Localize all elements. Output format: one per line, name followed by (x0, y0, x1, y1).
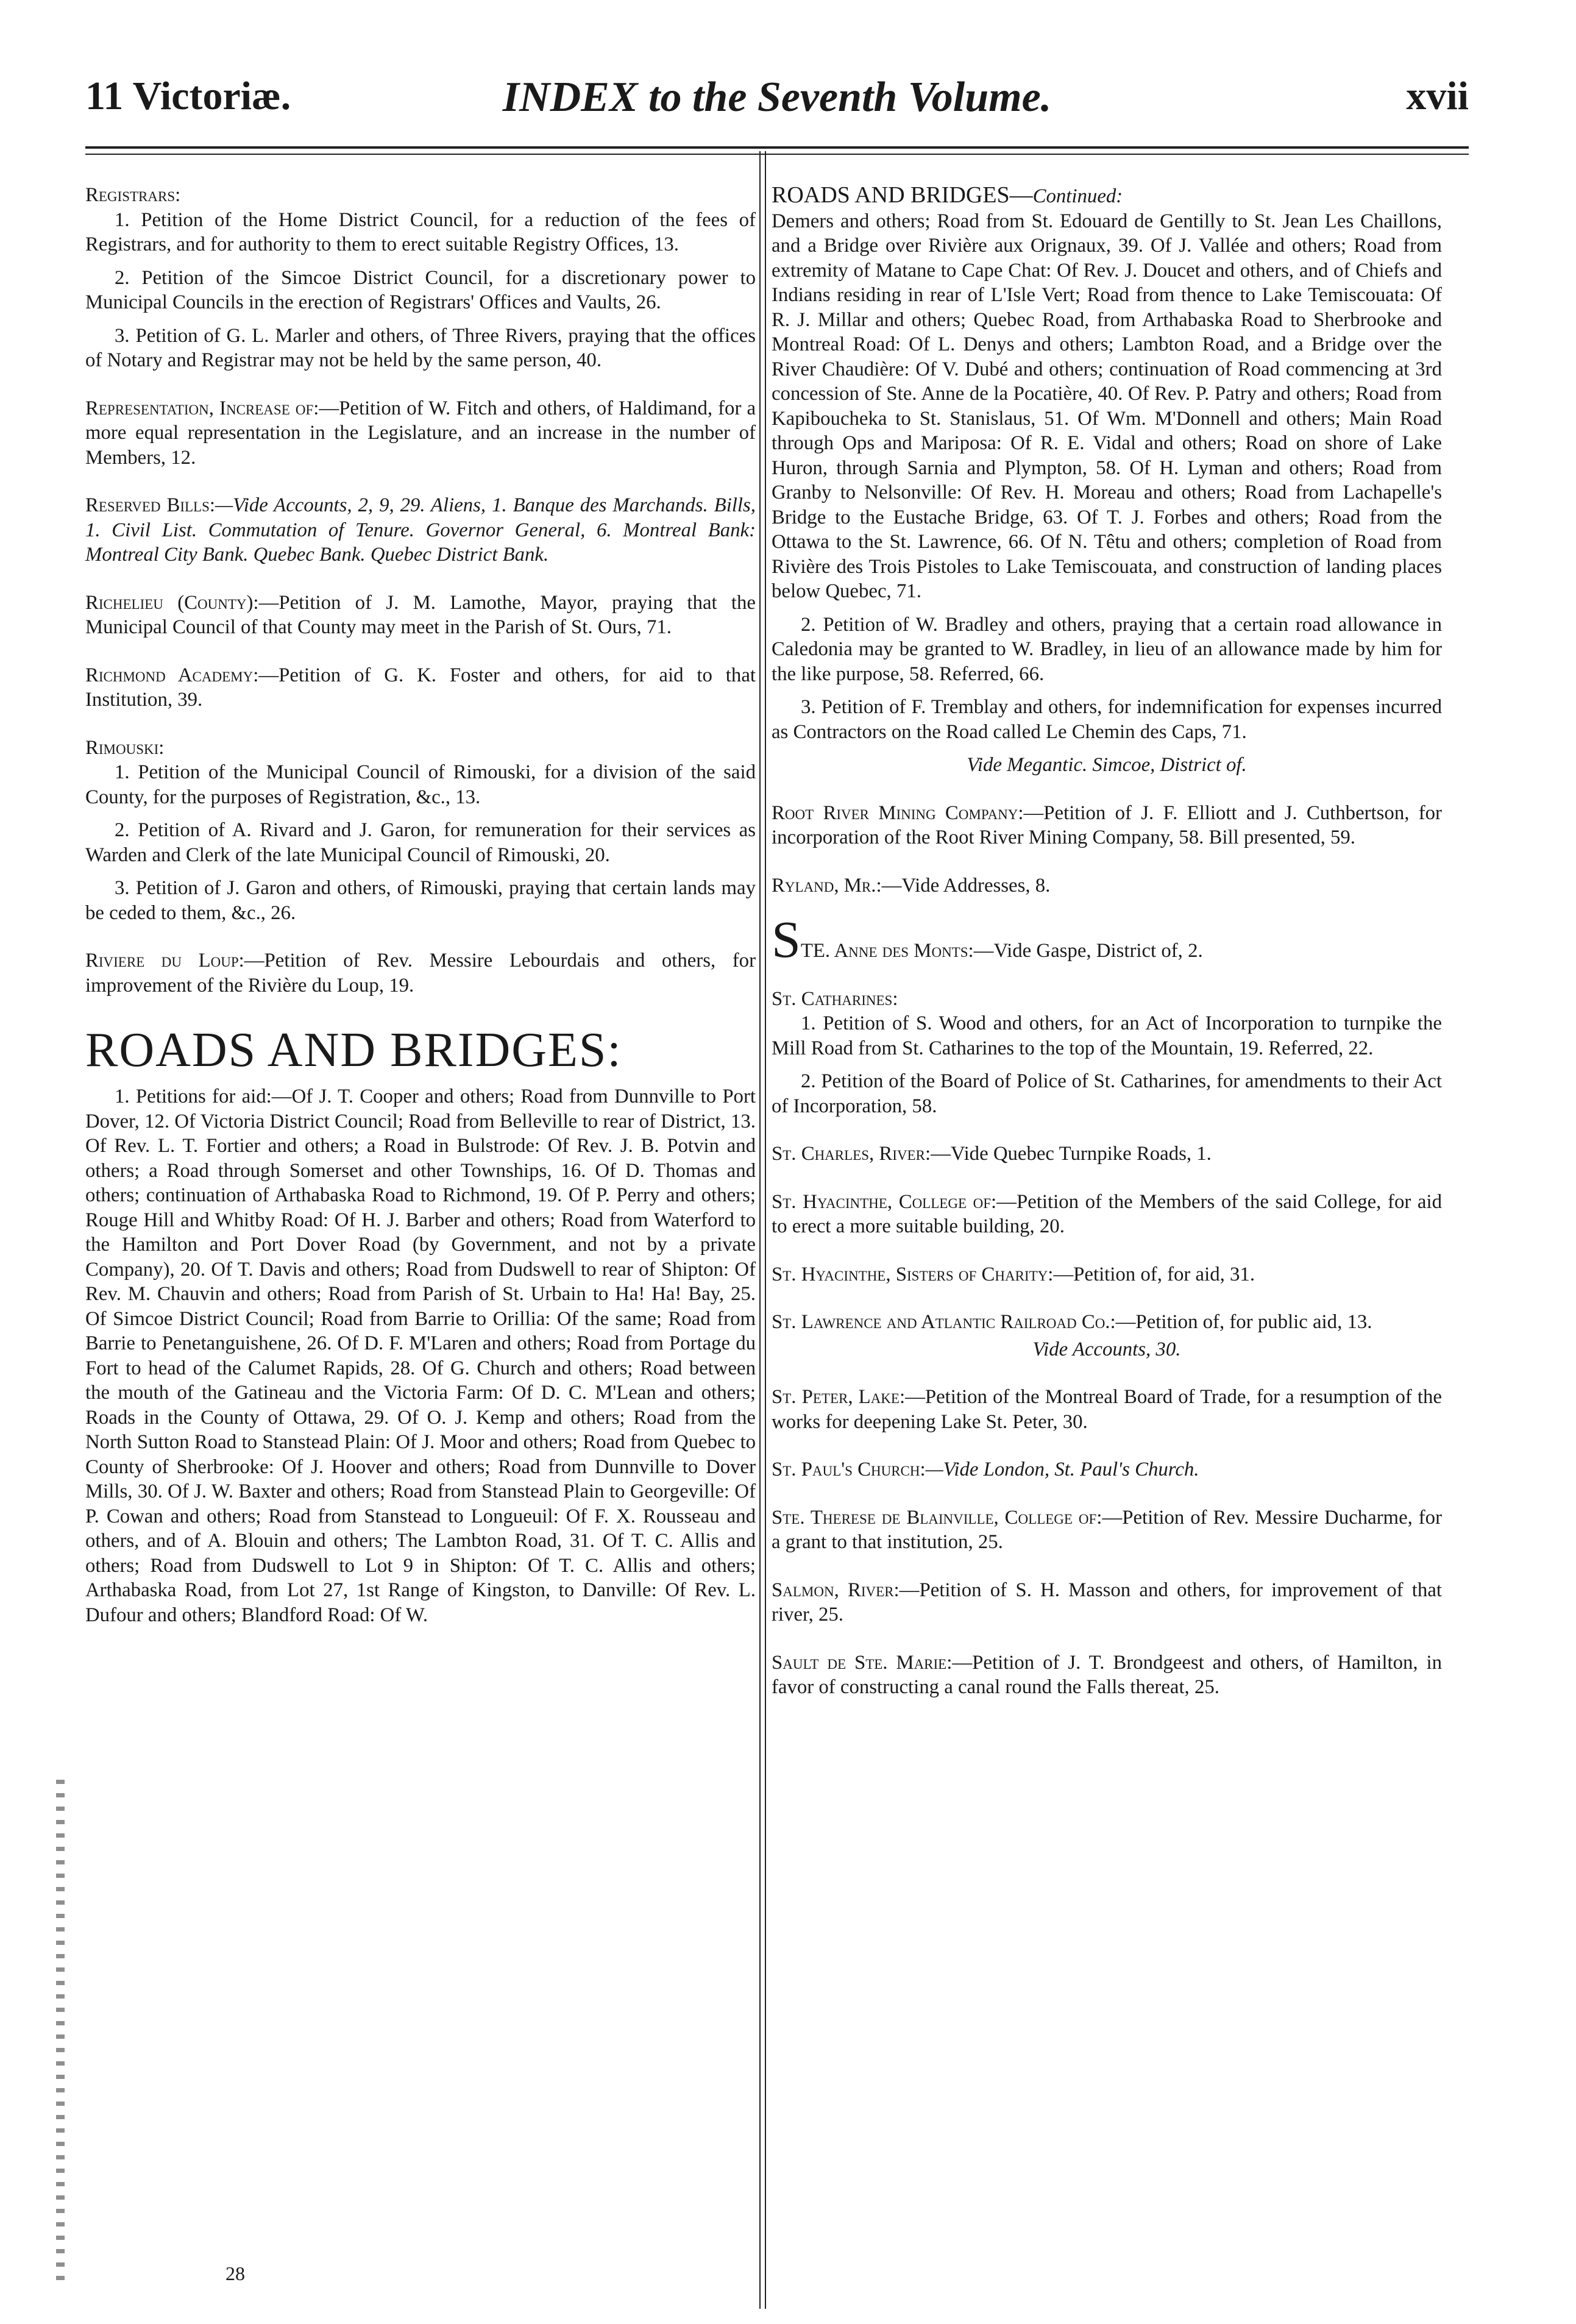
entry-text (772, 1142, 1442, 1167)
entry-heading: Registrars: (85, 184, 181, 206)
column-divider (759, 151, 766, 2309)
entry-body: Demers and others; Road from St. Edouard de Gentilly to St. Jean Les Chaillons, and a Bridge over Rivière aux Orignaux, 39. Of J. Vallée and others; Road from extremity of Matane to Cape Chat: Of Rev. J. Doucet and others, and of Chiefs and Indians residing in rear of L'Isle Vert; Road from thence to Lake Temiscouata: Of R. J. Millar and others; Quebec Road, from Arthabaska Road to Sherbrooke and Montreal Road: Of L. Denys and others; Lambton Road, and a Bridge over the River Chaudière: Of V. Dubé and others; continuation of Road commencing at 3rd concession of Ste. Anne de la Pocatière, 40. Of Rev. P. Patry and others; Road from Kapiboucheka to St. Stanislaus, 51. Of Wm. M'Donnell and others; Main Road through Ops and Mariposa: Of R. E. Vidal and others; Road on shore of Lake Huron, through Sarnia and Plympton, 58. Of H. Lyman and others; Road from Granby to Nelsonville: Of Rev. H. Moreau and others; Road from Lachapelle's Bridge to the Eustache Bridge, 63. Of T. J. Forbes and others; Road from the Ottawa to the St. Lawrence, 66. Of N. Têtu and others; completion of Road from Rivière des Trois Pistoles to Lake Temiscouata, and construction of landing places below Quebec, 71. (772, 210, 1442, 602)
entry-body: —Petition of the Montreal Board of Trade, for a resumption of the works for deepening Lake St. Peter, 30. (772, 1386, 1442, 1433)
entry-text (772, 183, 1442, 209)
entry-st-hyacinthe-sisters (772, 1262, 1442, 1287)
entry-item: 3. Petition of G. L. Marler and others, of Three Rivers, praying that the offices of Notary and Registrar may not be held by the same person, 40. (85, 324, 756, 371)
header-regnal-year: 11 Victoriæ. (85, 74, 291, 118)
header-rule-thin (85, 154, 1469, 155)
entry-st-peter-lake (772, 1385, 1442, 1434)
entry-body: —Petition of, for public aid, 13. (1115, 1311, 1372, 1333)
entry-heading: ROADS AND BRIDGES— (772, 182, 1033, 208)
entry-text (85, 493, 756, 567)
entry-body: —Vide Addresses, 8. (881, 874, 1051, 897)
page-header (85, 73, 1469, 134)
entry-heading: Root River Mining Company: (772, 801, 1024, 824)
entry-st-charles (772, 1142, 1442, 1167)
entry-item: 2. Petition of the Board of Police of St. Catharines, for amendments to their Act of Incorporation, 58. (772, 1070, 1442, 1117)
entry-item: 3. Petition of F. Tremblay and others, for indemnification for expenses incurred as Contractors on the Road called Le Chemin des Caps, 71. (772, 696, 1442, 743)
entry-representation (85, 396, 756, 471)
entry-ste-therese (772, 1505, 1442, 1555)
left-column (85, 183, 756, 1636)
entry-heading: Richmond Academy: (85, 664, 259, 686)
entry-heading: Ste. Therese de Blainville, College of: (772, 1506, 1102, 1529)
entry-body: —Vide London, St. Paul's Church. (925, 1459, 1199, 1480)
entry-item: 3. Petition of J. Garon and others, of Rimouski, praying that certain lands may be ceded to them, &c., 26. (85, 877, 756, 924)
entry-heading-suffix: Continued: (1032, 185, 1123, 207)
entry-st-catharines (772, 987, 1442, 1119)
entry-heading: St. Lawrence and Atlantic Railroad Co.: (772, 1311, 1116, 1333)
entry-text (772, 1385, 1442, 1434)
entry-text (85, 396, 756, 471)
entry-body: —Vide Accounts, 2, 9, 29. Aliens, 1. Banque des Marchands. Bills, 1. Civil List. Commutation of Tenure. Governor General, 6. Montreal Bank: Montreal City Bank. Quebec Bank. Quebec District Bank. (85, 494, 756, 566)
entry-vide: Vide Megantic. Simcoe, District of. (967, 754, 1247, 776)
entry-text (85, 591, 756, 640)
margin-scan-marks (56, 1780, 65, 2286)
entry-heading: Representation, Increase of: (85, 397, 319, 419)
entry-item: 2. Petition of A. Rivard and J. Garon, for remuneration for their services as Warden and Clerk of the late Municipal Council of Rimouski, 20. (85, 819, 756, 866)
entry-heading: St. Charles, River: (772, 1143, 931, 1165)
entry-heading: St. Hyacinthe, Sisters of Charity: (772, 1263, 1054, 1285)
entry-item: 1. Petition of the Home District Council, for a reduction of the fees of Registrars, and for authority to them to erect suitable Registry Offices, 13. (85, 208, 756, 255)
entry-text (85, 948, 756, 998)
entry-st-lawrence-railroad (772, 1310, 1442, 1362)
entry-text (772, 1457, 1442, 1482)
entry-heading: Sault de Ste. Marie: (772, 1651, 953, 1674)
entry-reserved-bills (85, 493, 756, 567)
entry-item: 2. Petition of W. Bradley and others, praying that a certain road allowance in Caledonia may be granted to W. Bradley, in lieu of an allowance made by him for the like purpose, 58. Referred, 66. (772, 613, 1442, 685)
right-column (772, 183, 1442, 1723)
entry-text (772, 801, 1442, 850)
entry-body: —Petition of G. K. Foster and others, for aid to that Institution, 39. (85, 664, 756, 711)
entry-st-hyacinthe-college (772, 1190, 1442, 1239)
header-rule-thick (85, 146, 1469, 149)
entry-rimouski (85, 736, 756, 926)
header-page-roman: xvii (1406, 74, 1469, 118)
entry-body: —Petition of S. H. Masson and others, for improvement of that river, 25. (772, 1579, 1442, 1626)
entry-body: —Petition of J. F. Elliott and J. Cuthbertson, for incorporation of the Root River Mining Company, 58. Bill presented, 59. (772, 801, 1442, 848)
entry-item: 2. Petition of the Simcoe District Council, for a discretionary power to Municipal Councils in the erection of Registrars' Offices and Vaults, 26. (85, 266, 756, 313)
entry-item: 1. Petition of S. Wood and others, for an Act of Incorporation to turnpike the Mill Road from St. Catharines to the top of the Mountain, 19. Referred, 22. (772, 1012, 1442, 1059)
entry-ste-anne (772, 910, 1442, 968)
entry-text (85, 663, 756, 712)
entry-body: —Vide Quebec Turnpike Roads, 1. (931, 1143, 1212, 1165)
entry-heading: St. Hyacinthe, College of: (772, 1190, 997, 1213)
entry-text (772, 1310, 1442, 1335)
entry-heading: St. Peter, Lake: (772, 1386, 906, 1408)
entry-text (772, 1651, 1442, 1700)
roads-and-bridges-heading: ROADS AND BRIDGES: (85, 1023, 622, 1077)
entry-richelieu (85, 591, 756, 640)
entry-heading: Richelieu (County): (85, 591, 259, 614)
entry-text (772, 1190, 1442, 1239)
entry-registrars (85, 183, 756, 373)
entry-heading: TE. Anne des Monts: (800, 940, 974, 962)
entry-text (772, 1578, 1442, 1627)
entry-ryland (772, 873, 1442, 898)
entry-body: —Petition of, for aid, 31. (1053, 1263, 1255, 1285)
entry-item: 1. Petition of the Municipal Council of Rimouski, for a division of the said County, for the purposes of Registration, &c., 13. (85, 761, 756, 808)
entry-heading: Riviere du Loup: (85, 950, 244, 972)
entry-text (772, 873, 1442, 898)
entry-root-river (772, 801, 1442, 850)
entry-body: —Petition of W. Fitch and others, of Haldimand, for a more equal representation in the Legislature, and an increase in the number of Members, 12. (85, 397, 756, 469)
entry-body: —Petition of the Members of the said College, for aid to erect a more suitable building, 20. (772, 1190, 1443, 1237)
entry-heading: Rimouski: (85, 736, 165, 759)
roads-petitions-text: 1. Petitions for aid:—Of J. T. Cooper and others; Road from Dunnville to Port Dover, 12. Of Victoria District Council; Road from Belleville to rear of District, 13. Of Rev. L. T. Fortier and others; a Road in Bulstrode: Of Rev. J. B. Potvin and others; a Road through Somerset and other Townships, 16. Of D. Thomas and others; continuation of Arthabaska Road to Richmond, 19. Of P. Perry and others; Rouge Hill and Whitby Road: Of H. J. Barber and others; Road from Waterford to the Hamilton and Port Dover Road (by Government, and not by a private Company), 20. Of T. Davis and others; Road from Dudswell to rear of Shipton: Of Rev. M. Chauvin and others; Road from Parish of St. Urbain to Ha! Ha! Bay, 25. Of Simcoe District Council; Road from Barrie to Orillia: Of the same; Road from Barrie to Penetanguishene, 26. Of D. F. M'Laren and others; Road from Portage du Fort to head of the Calumet Rapids, 28. Of G. Church and others; Road between the mouth of the Gatineau and the Victoria Farm: Of D. C. M'Lean and others; Roads in the County of Ottawa, 29. Of O. J. Kemp and others; Road from the North Sutton Road to Stanstead Plain: Of J. Moor and others; Road from Quebec to County of Sherbrooke: Of J. Hoover and others; Road from Dunnville to Dover Mills, 30. Of J. W. Baxter and others; Road from Stanstead Plain to Georgeville: Of P. Cowan and others; Road from Stanstead to Longueuil: Of F. X. Rousseau and others, and of A. Blouin and others; The Lambton Road, 31. Of T. C. Allis and others; Road from Dudswell to Lot 9 in Shipton: Of T. C. Allis and others; Arthabaska Road, from Lot 27, 1st Range of Kingston, to Danville: Of Rev. L. Dufour and others; Blandford Road: Of W. (85, 1086, 756, 1626)
entry-heading: Ryland, Mr.: (772, 874, 882, 897)
entry-body: —Vide Gaspe, District of, 2. (973, 940, 1203, 962)
entry-richmond-academy (85, 663, 756, 712)
entry-body: —Petition of J. M. Lamothe, Mayor, praying that the Municipal Council of that County may meet in the Parish of St. Ours, 71. (85, 591, 756, 638)
entry-roads-continued (772, 183, 1442, 778)
entry-heading: Reserved Bills: (85, 494, 216, 516)
entry-st-pauls-church (772, 1457, 1442, 1482)
entry-text (772, 910, 1442, 968)
entry-text (772, 1505, 1442, 1555)
page-number: 28 (225, 2262, 245, 2284)
entry-heading: St. Catharines: (772, 987, 898, 1010)
entry-text (772, 1262, 1442, 1287)
entry-heading: St. Paul's Church: (772, 1459, 926, 1480)
entry-body: —Petition of Rev. Messire Lebourdais and others, for improvement of the Rivière du Loup, 19. (85, 950, 756, 997)
entry-riviere-du-loup (85, 948, 756, 998)
entry-sault-ste-marie (772, 1651, 1442, 1700)
drop-initial: S (772, 910, 801, 968)
entry-body: —Petition of Rev. Messire Ducharme, for a grant to that institution, 25. (772, 1506, 1443, 1553)
header-title: INDEX to the Seventh Volume. (502, 74, 1052, 121)
entry-heading: Salmon, River: (772, 1579, 900, 1601)
entry-salmon-river (772, 1578, 1442, 1627)
entry-body: —Petition of J. T. Brondgeest and others, of Hamilton, in favor of constructing a canal round the Falls thereat, 25. (772, 1651, 1442, 1698)
entry-vide: Vide Accounts, 30. (1032, 1338, 1181, 1360)
